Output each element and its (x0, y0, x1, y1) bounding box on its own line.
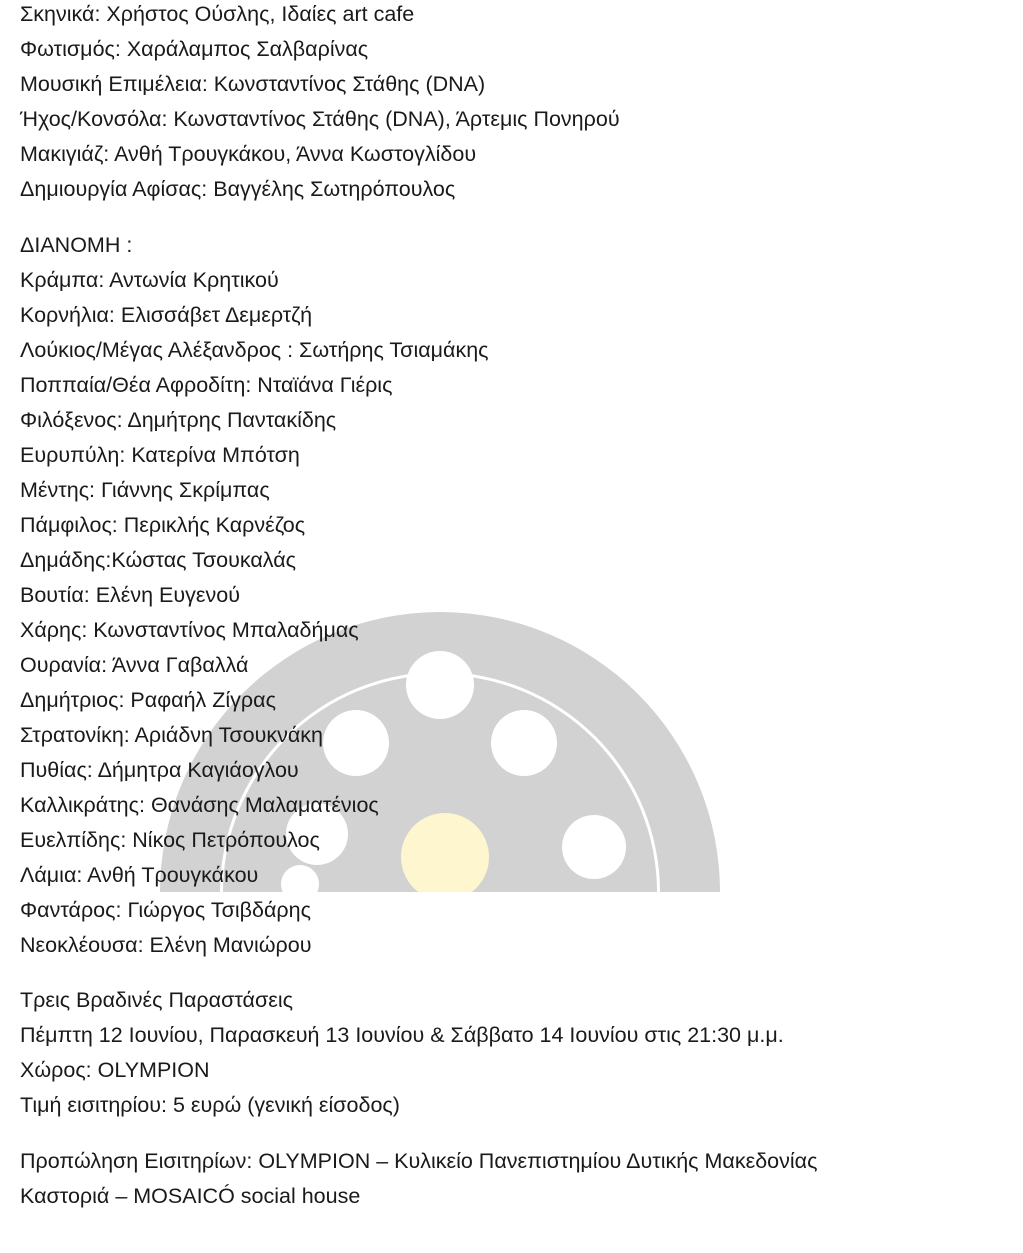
cast-role: Κορνήλια: Ελισσάβετ Δεμερτζή (20, 303, 313, 327)
cast-role: Κράμπα: Αντωνία Κρητικού (20, 268, 279, 292)
credit-line: Σκηνικά: Χρήστος Ούσλης, Ιδαίες art cafe (20, 2, 415, 26)
cast-role: Χάρης: Κωνσταντίνος Μπαλαδήμας (20, 618, 359, 642)
credit-line: Μουσική Επιμέλεια: Κωνσταντίνος Στάθης (DNA) (20, 72, 486, 96)
spacer (20, 1126, 1000, 1147)
performances-title: Τρεις Βραδινές Παραστάσεις (20, 988, 293, 1012)
credit-line: Ήχος/Κονσόλα: Κωνσταντίνος Στάθης (DNA), Άρτεμις Πονηρού (20, 107, 620, 131)
cast-role: Λάμια: Ανθή Τρουγκάκου (20, 863, 259, 887)
presale-line: Προπώληση Εισιτηρίων: OLYMPION – Κυλικείο Πανεπιστημίου Δυτικής Μακεδονίας (20, 1149, 818, 1173)
cast-heading: ΔΙΑΝΟΜΗ : (20, 233, 133, 257)
cast-role: Δημάδης:Κώστας Τσουκαλάς (20, 548, 296, 572)
cast-role: Καλλικράτης: Θανάσης Μαλαματένιος (20, 793, 379, 817)
cast-role: Βουτία: Ελένη Ευγενού (20, 583, 240, 607)
cast-role: Μέντης: Γιάννης Σκρίμπας (20, 478, 270, 502)
performance-dates: Πέμπτη 12 Ιουνίου, Παρασκευή 13 Ιουνίου & Σάββατο 14 Ιουνίου στις 21:30 μ.μ. (20, 1023, 784, 1047)
credit-line: Δημιουργία Αφίσας: Βαγγέλης Σωτηρόπουλος (20, 177, 456, 201)
cast-role: Ευρυπύλη: Κατερίνα Μπότση (20, 443, 300, 467)
cast-role: Φιλόξενος: Δημήτρης Παντακίδης (20, 408, 337, 432)
presale-block (20, 1147, 1000, 1217)
document-body (20, 0, 1000, 1217)
spacer (20, 210, 1000, 231)
credit-line: Μακιγιάζ: Ανθή Τρουγκάκου, Άννα Κωστογλίδου (20, 142, 477, 166)
cast-role: Ποππαία/Θέα Αφροδίτη: Νταϊάνα Γιέρις (20, 373, 393, 397)
presale-line: Καστοριά – MOSAICÓ social house (20, 1184, 361, 1208)
ticket-price: Τιμή εισιτηρίου: 5 ευρώ (γενική είσοδος) (20, 1093, 400, 1117)
cast-role: Πάμφιλος: Περικλής Καρνέζος (20, 513, 306, 537)
venue: Χώρος: OLYMPION (20, 1058, 210, 1082)
cast-role: Δημήτριος: Ραφαήλ Ζίγρας (20, 688, 276, 712)
cast-role: Λούκιος/Μέγας Αλέξανδρος : Σωτήρης Τσιαμάκης (20, 338, 489, 362)
cast-block (20, 231, 1000, 966)
cast-role: Ουρανία: Άννα Γαβαλλά (20, 653, 249, 677)
cast-role: Πυθίας: Δήμητρα Καγιάογλου (20, 758, 299, 782)
cast-role: Ευελπίδης: Νίκος Πετρόπουλος (20, 828, 320, 852)
cast-role: Στρατονίκη: Αριάδνη Τσουκνάκη (20, 723, 323, 747)
credit-line: Φωτισμός: Χαράλαμπος Σαλβαρίνας (20, 37, 369, 61)
spacer (20, 966, 1000, 986)
cast-role: Νεοκλέουσα: Ελένη Μανιώρου (20, 933, 312, 957)
credits-block (20, 0, 1000, 210)
cast-role: Φαντάρος: Γιώργος Τσιβδάρης (20, 898, 311, 922)
performances-block (20, 986, 1000, 1126)
